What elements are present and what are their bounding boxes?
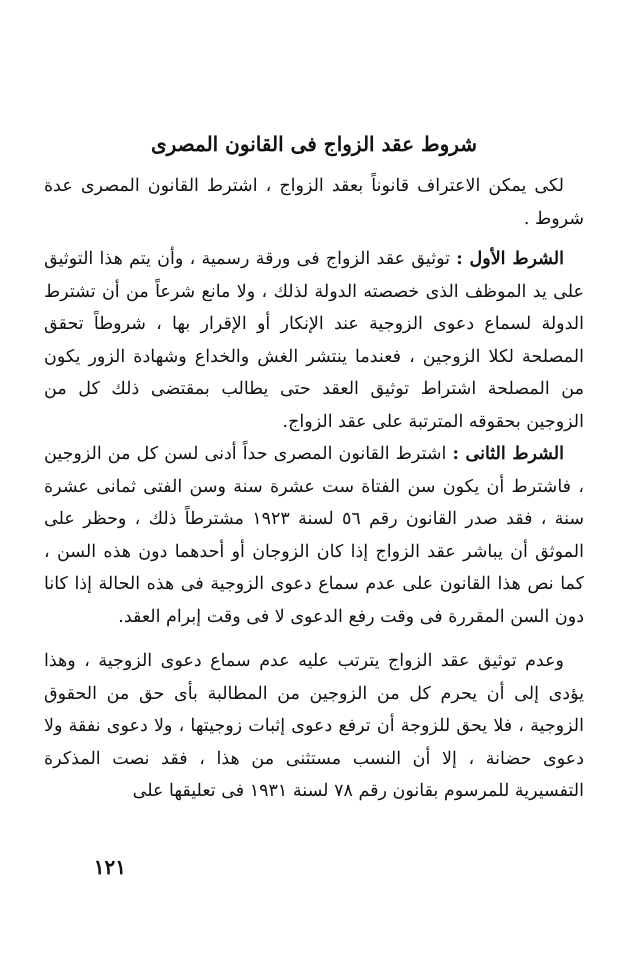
document-page [44, 0, 584, 972]
page-number: ١٢١ [93, 855, 126, 879]
page-title: شروط عقد الزواج فى القانون المصرى [150, 132, 478, 156]
condition-one-paragraph [44, 243, 584, 438]
condition-two-label: الشرط الثانى : [452, 444, 564, 464]
document-body [44, 170, 584, 808]
condition-one-label: الشرط الأول : [456, 249, 564, 269]
condition-two-text: اشترط القانون المصرى حداً أدنى لسن كل من الزوجين ، فاشترط أن يكون سن الفتاة ست عشرة سنة وسن الفتى ثمانى عشرة سنة ، فقد صدر القانون رقم ٥٦ لسنة ١٩٢٣ مشترطاً ذلك ، وحظر على الموثق أن يباشر عقد الزواج إذا كان الزوجان أو أحدهما دون هذه السن ، كما نص هذا القانون على عدم سماع دعوى الزوجية فى هذه الحالة إذا كانا دون السن المقررة فى وقت رفع الدعوى لا فى وقت إبرام العقد. [44, 444, 585, 627]
condition-two-paragraph [44, 438, 584, 633]
intro-paragraph: لكى يمكن الاعتراف قانوناً بعقد الزواج ، اشترط القانون المصرى عدة شروط . [44, 176, 584, 229]
condition-one-text: توثيق عقد الزواج فى ورقة رسمية ، وأن يتم هذا التوثيق على يد الموظف الذى خصصته الدولة لذلك ، ولا مانع شرعاً من أن تشترط الدولة لسماع دعوى الزوجية عند الإنكار أو الإقرار بها ، شروطاً تحقق المصلحة لكلا الزوجين ، فعندما ينتشر الغش والخداع وشهادة الزور يكون من المصلحة اشتراط توثيق العقد حتى يطالب بمقتضى ذلك كل من الزوجين بحقوقه المترتبة على عقد الزواج. [44, 249, 584, 432]
closing-paragraph: وعدم توثيق عقد الزواج يترتب عليه عدم سماع دعوى الزوجية ، وهذا يؤدى إلى أن يحرم كل من الزوجين من المطالبة بأى حق من الحقوق الزوجية ، فلا يحق للزوجة أن ترفع دعوى إثبات زوجيتها ، ولا دعوى نفقة ولا دعوى حضانة ، إلا أن النسب مستثنى من هذا ، فقد نصت المذكرة التفسيرية للمرسوم بقانون رقم ٧٨ لسنة ١٩٣١ فى تعليقها على [44, 651, 584, 801]
